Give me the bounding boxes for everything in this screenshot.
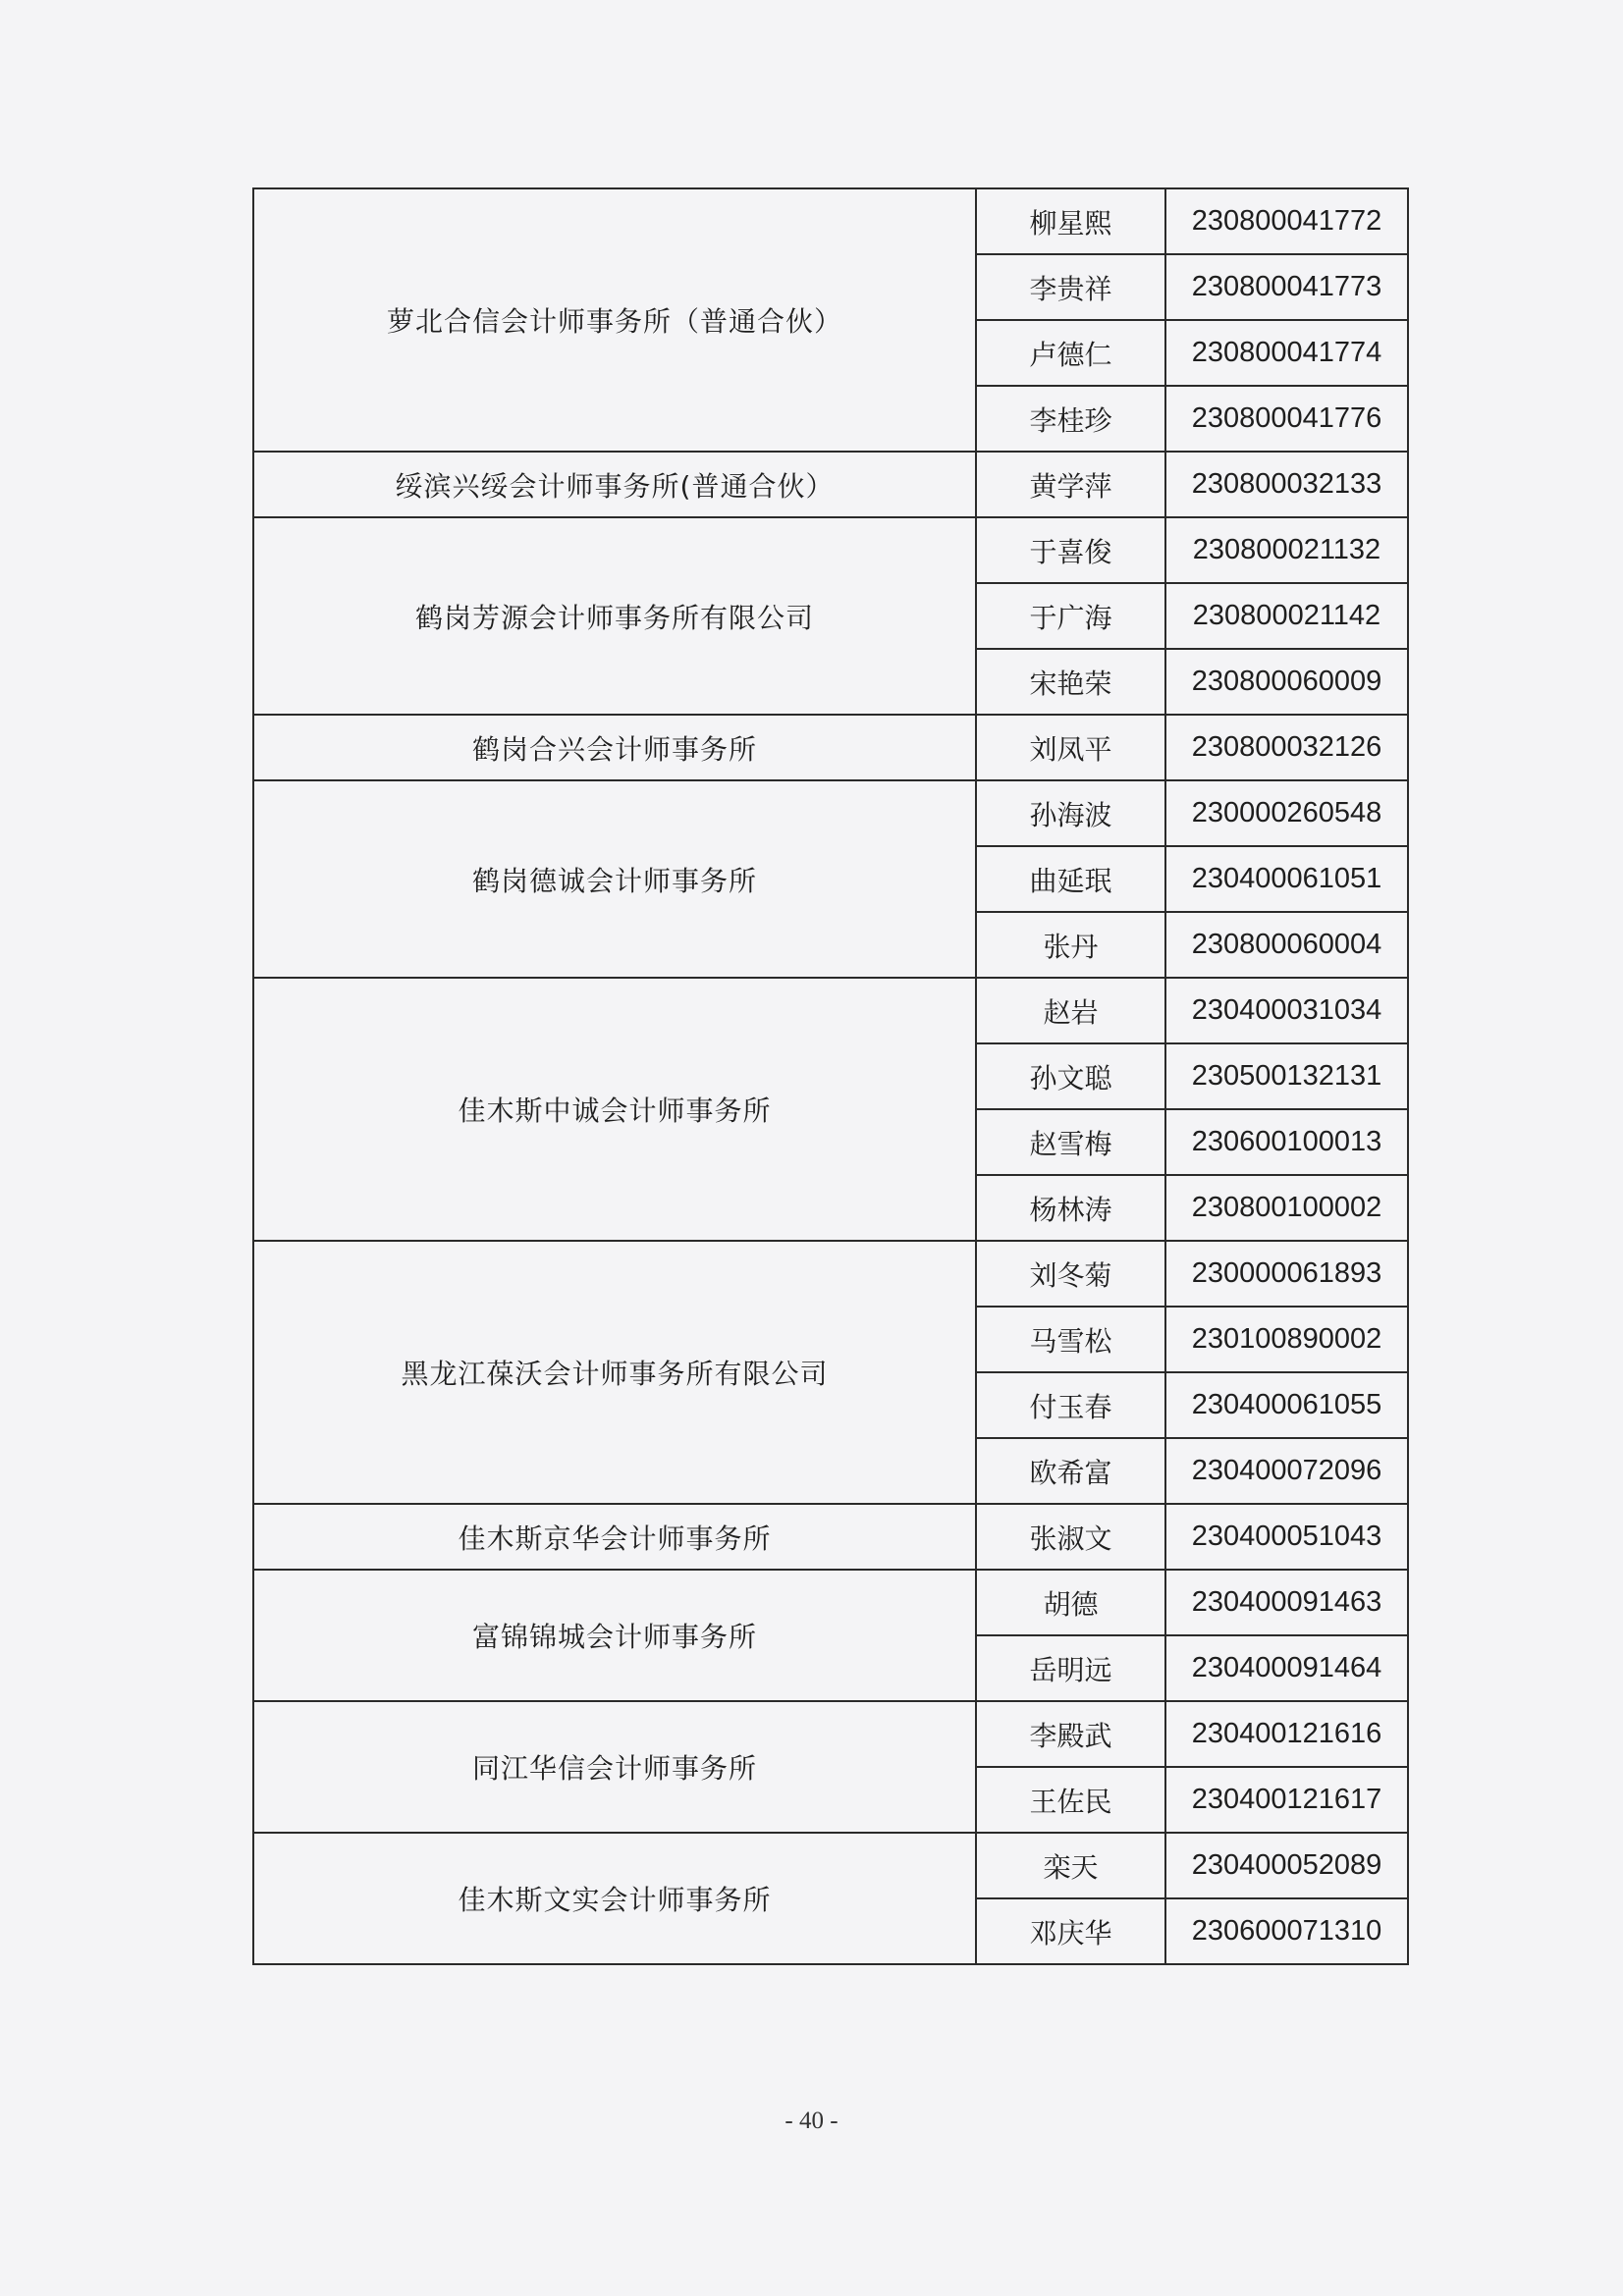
table-row <box>253 1504 1408 1570</box>
certificate-number-cell: 230800021132 <box>1165 517 1408 583</box>
accountant-roster-table <box>252 187 1409 1965</box>
certificate-number-cell: 230600100013 <box>1165 1109 1408 1175</box>
firm-name-cell: 鹤岗德诚会计师事务所 <box>253 780 976 978</box>
table-row <box>253 1833 1408 1898</box>
accountant-name-cell: 赵岩 <box>976 978 1165 1043</box>
certificate-number-cell: 230400061051 <box>1165 846 1408 912</box>
certificate-number-cell: 230400061055 <box>1165 1372 1408 1438</box>
accountant-name-cell: 刘凤平 <box>976 715 1165 780</box>
certificate-number-cell: 230800032133 <box>1165 452 1408 517</box>
accountant-name-cell: 宋艳荣 <box>976 649 1165 715</box>
table-row <box>253 715 1408 780</box>
firm-name-cell: 鹤岗合兴会计师事务所 <box>253 715 976 780</box>
certificate-number-cell: 230800100002 <box>1165 1175 1408 1241</box>
certificate-number-cell: 230400051043 <box>1165 1504 1408 1570</box>
certificate-number-cell: 230800060009 <box>1165 649 1408 715</box>
firm-name-cell: 佳木斯京华会计师事务所 <box>253 1504 976 1570</box>
certificate-number-cell: 230400091463 <box>1165 1570 1408 1635</box>
certificate-number-cell: 230400121616 <box>1165 1701 1408 1767</box>
firm-name-cell: 佳木斯中诚会计师事务所 <box>253 978 976 1241</box>
accountant-name-cell: 胡德 <box>976 1570 1165 1635</box>
certificate-number-cell: 230800041774 <box>1165 320 1408 386</box>
certificate-number-cell: 230100890002 <box>1165 1307 1408 1372</box>
table-row <box>253 188 1408 254</box>
certificate-number-cell: 230400031034 <box>1165 978 1408 1043</box>
firm-name-cell: 黑龙江葆沃会计师事务所有限公司 <box>253 1241 976 1504</box>
certificate-number-cell: 230400072096 <box>1165 1438 1408 1504</box>
certificate-number-cell: 230800041772 <box>1165 188 1408 254</box>
accountant-name-cell: 付玉春 <box>976 1372 1165 1438</box>
firm-name-cell: 鹤岗芳源会计师事务所有限公司 <box>253 517 976 715</box>
certificate-number-cell: 230500132131 <box>1165 1043 1408 1109</box>
accountant-name-cell: 李贵祥 <box>976 254 1165 320</box>
accountant-name-cell: 赵雪梅 <box>976 1109 1165 1175</box>
certificate-number-cell: 230800041776 <box>1165 386 1408 452</box>
firm-name-cell: 同江华信会计师事务所 <box>253 1701 976 1833</box>
certificate-number-cell: 230000061893 <box>1165 1241 1408 1307</box>
certificate-number-cell: 230600071310 <box>1165 1898 1408 1964</box>
accountant-name-cell: 柳星熙 <box>976 188 1165 254</box>
table-row <box>253 517 1408 583</box>
accountant-name-cell: 马雪松 <box>976 1307 1165 1372</box>
accountant-name-cell: 卢德仁 <box>976 320 1165 386</box>
accountant-name-cell: 岳明远 <box>976 1635 1165 1701</box>
accountant-name-cell: 王佐民 <box>976 1767 1165 1833</box>
accountant-name-cell: 于广海 <box>976 583 1165 649</box>
table-row <box>253 780 1408 846</box>
certificate-number-cell: 230400052089 <box>1165 1833 1408 1898</box>
firm-name-cell: 萝北合信会计师事务所（普通合伙） <box>253 188 976 452</box>
certificate-number-cell: 230400121617 <box>1165 1767 1408 1833</box>
roster-body <box>253 188 1408 1964</box>
certificate-number-cell: 230000260548 <box>1165 780 1408 846</box>
table-row <box>253 1241 1408 1307</box>
certificate-number-cell: 230800032126 <box>1165 715 1408 780</box>
firm-name-cell: 佳木斯文实会计师事务所 <box>253 1833 976 1964</box>
certificate-number-cell: 230400091464 <box>1165 1635 1408 1701</box>
accountant-name-cell: 李桂珍 <box>976 386 1165 452</box>
accountant-name-cell: 李殿武 <box>976 1701 1165 1767</box>
accountant-name-cell: 曲延珉 <box>976 846 1165 912</box>
certificate-number-cell: 230800021142 <box>1165 583 1408 649</box>
firm-name-cell: 绥滨兴绥会计师事务所(普通合伙） <box>253 452 976 517</box>
accountant-name-cell: 黄学萍 <box>976 452 1165 517</box>
accountant-name-cell: 孙海波 <box>976 780 1165 846</box>
accountant-name-cell: 张丹 <box>976 912 1165 978</box>
accountant-name-cell: 孙文聪 <box>976 1043 1165 1109</box>
table-row <box>253 1701 1408 1767</box>
table-row <box>253 978 1408 1043</box>
certificate-number-cell: 230800060004 <box>1165 912 1408 978</box>
page-number: - 40 - <box>784 2108 839 2134</box>
table-row <box>253 452 1408 517</box>
accountant-name-cell: 栾天 <box>976 1833 1165 1898</box>
firm-name-cell: 富锦锦城会计师事务所 <box>253 1570 976 1701</box>
accountant-name-cell: 邓庆华 <box>976 1898 1165 1964</box>
accountant-name-cell: 刘冬菊 <box>976 1241 1165 1307</box>
accountant-name-cell: 杨林涛 <box>976 1175 1165 1241</box>
accountant-name-cell: 欧希富 <box>976 1438 1165 1504</box>
certificate-number-cell: 230800041773 <box>1165 254 1408 320</box>
table-row <box>253 1570 1408 1635</box>
accountant-name-cell: 于喜俊 <box>976 517 1165 583</box>
accountant-name-cell: 张淑文 <box>976 1504 1165 1570</box>
